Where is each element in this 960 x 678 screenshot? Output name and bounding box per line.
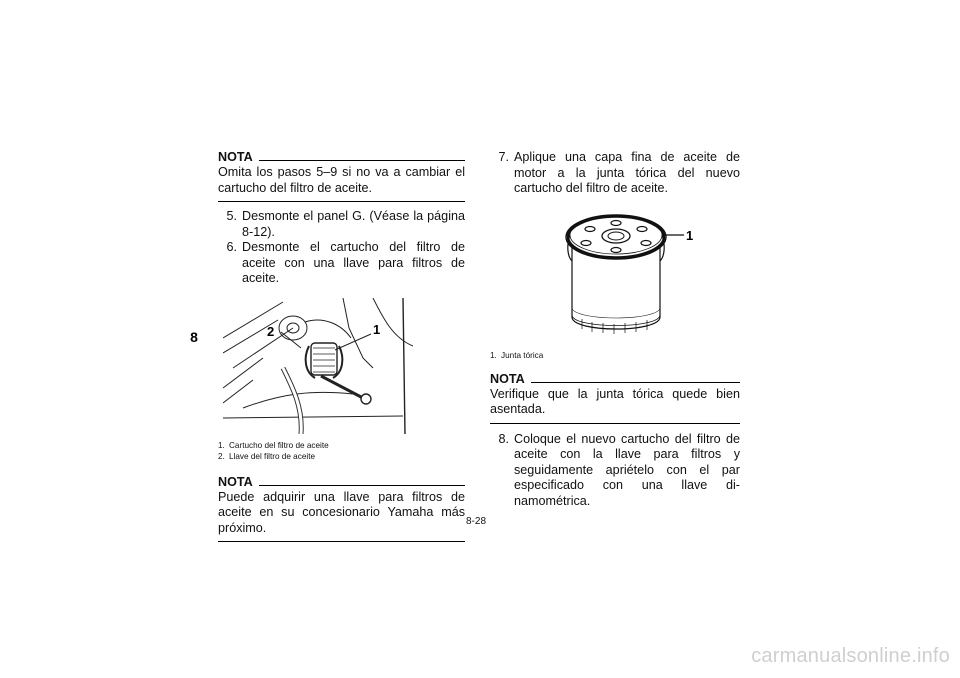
steps-list [218,209,465,287]
watermark: carmanualsonline.info [751,645,950,667]
caption-number: 1. [218,440,225,450]
step-text: Coloque el nuevo cartucho del filtro de aceite con la llave para filtros y seguidamente apriételo con el par especificado con una llave dinamométrica. [514,431,740,508]
right-column [490,150,740,509]
step-text: Desmonte el cartucho del filtro de aceite con una llave para filtros de aceite. [242,240,465,285]
nota-box-1 [218,150,465,202]
caption-item [218,440,465,451]
caption-item [218,451,465,462]
nota-header [218,150,465,164]
nota-box-3 [490,372,740,424]
nota-label: NOTA [490,371,525,386]
caption-text: Llave del filtro de aceite [229,451,316,461]
step-7 [490,150,740,197]
step-number: 6. [226,240,237,254]
step-6 [218,240,465,287]
callout-2: 2 [267,323,275,339]
step-text: Desmonte el panel G. (Véase la página 8-12). [242,209,465,239]
step-8 [490,432,740,510]
step-text: Aplique una capa fina de aceite de motor a la junta tórica del nuevo cartucho del filtro de aceite. [514,150,740,195]
step-number: 8. [498,431,509,446]
nota-rule [259,160,465,161]
page-number: 8-28 [466,516,487,527]
nota-box-2 [218,475,465,543]
oil-filter-cartridge-illustration [490,205,740,345]
nota-bottom-rule [218,541,465,542]
callout-1: 1 [373,321,381,337]
left-column [218,150,465,542]
nota-text: Puede adquirir una llave para filtros de aceite en su concesionario Yamaha más próximo. [218,489,465,535]
chapter-tab: 8 [190,329,198,345]
caption-text: Cartucho del filtro de aceite [229,440,329,450]
nota-text: Omita los pasos 5–9 si no va a cambiar el cartucho del filtro de aceite. [218,165,465,195]
step-number: 5. [226,209,237,223]
caption-text: Junta tórica [501,350,544,360]
oil-filter-removal-illustration [223,298,413,434]
nota-bottom-rule [490,423,740,424]
caption-number: 2. [218,451,225,461]
step-5 [218,209,465,240]
nota-header [218,475,465,489]
nota-rule [259,485,465,486]
callout-1: 1 [686,227,694,243]
nota-text: Verifique que la junta tórica quede bien asentada. [490,386,740,416]
nota-label: NOTA [218,150,253,164]
nota-rule [531,382,740,383]
caption-item [490,350,740,361]
figure-caption-right [490,350,740,361]
step-number: 7. [498,150,509,164]
figure-caption-left [218,440,465,462]
caption-number: 1. [490,350,497,360]
nota-bottom-rule [218,201,465,202]
nota-label: NOTA [218,474,253,489]
nota-header [490,372,740,386]
